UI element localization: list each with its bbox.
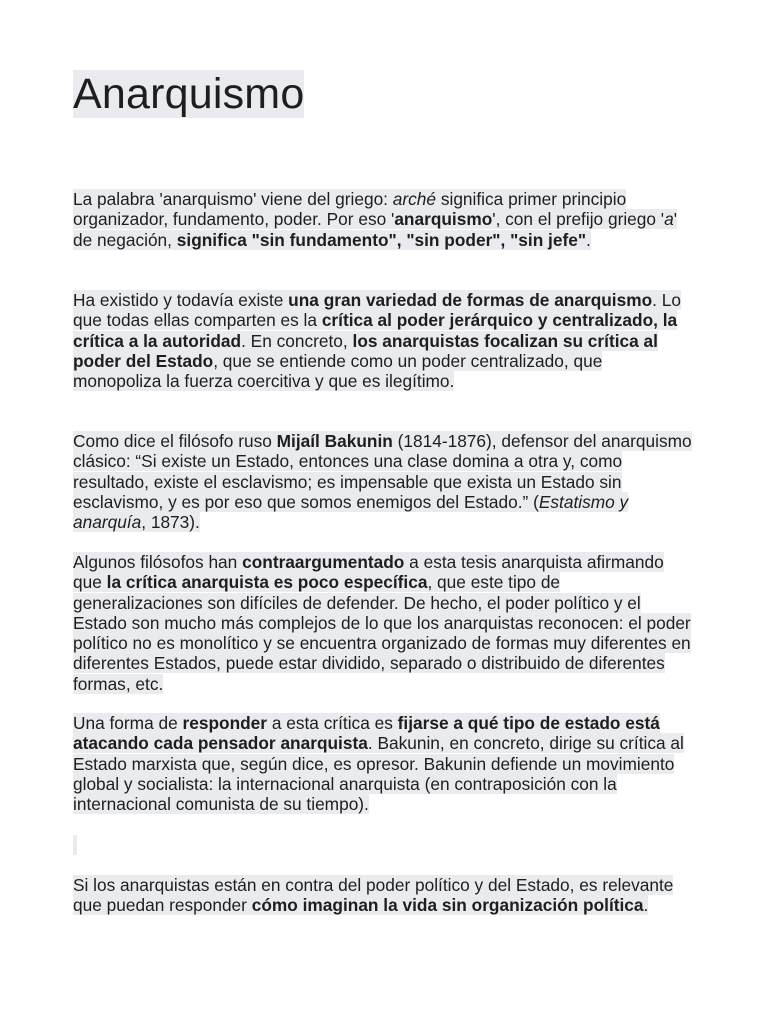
italic-text: Estatismo y anarquía bbox=[73, 491, 629, 533]
bold-text: anarquismo bbox=[394, 209, 493, 230]
bold-text: responder bbox=[182, 713, 268, 733]
text-run: Algunos filósofos han bbox=[73, 552, 243, 572]
bold-text: una gran variedad de formas de anarquismo bbox=[288, 290, 653, 310]
text-run: Si los anarquistas están en contra del poder político y del Estado, es relevante que puedan responder bbox=[73, 875, 674, 916]
paragraph-life-without-organization bbox=[73, 875, 693, 916]
paragraph-text bbox=[73, 552, 691, 694]
paragraph-response bbox=[73, 713, 693, 814]
bold-text: cómo imaginan la vida sin organización política bbox=[251, 895, 644, 916]
document-title bbox=[73, 68, 304, 120]
paragraph-etymology bbox=[73, 189, 693, 250]
text-run: . Lo que todas ellas comparten es la bbox=[73, 290, 681, 331]
italic-text: arché bbox=[392, 189, 437, 209]
paragraph-text bbox=[73, 713, 684, 814]
text-run: . bbox=[643, 895, 649, 916]
text-run: , 1873). bbox=[141, 512, 200, 533]
text-run: ' de negación, bbox=[73, 209, 678, 250]
text-run: . bbox=[586, 229, 591, 250]
text-run: Una forma de bbox=[73, 713, 183, 733]
text-run: Ha existido y todavía existe bbox=[73, 290, 289, 310]
text-run: ', con el prefijo griego ' bbox=[492, 209, 665, 230]
paragraph-counterargument bbox=[73, 552, 693, 694]
paragraph-text bbox=[73, 290, 681, 391]
text-run: significa primer principio organizador, fundamento, poder. Por eso ' bbox=[73, 189, 627, 230]
bold-text: los anarquistas focalizan su crítica al poder del Estado bbox=[73, 330, 658, 371]
empty-paragraph-marker bbox=[73, 835, 77, 855]
paragraph-text bbox=[73, 875, 673, 915]
bold-text: Mijaíl Bakunin bbox=[276, 431, 393, 451]
text-run: (1814-1876), defensor del anarquismo clásico: “Si existe un Estado, entonces una clase domina a otra y, como resultado, existe el esclavismo; es impensable que exista un Estado sin esclavismo, y es por eso que somos enemigos del Estado.” ( bbox=[73, 431, 692, 512]
bold-text: contraargumentado bbox=[242, 552, 405, 572]
paragraph-forms-of-anarchism bbox=[73, 290, 693, 391]
text-run: , que se entiende como un poder centralizado, que monopoliza la fuerza coercitiva y que es ilegítimo. bbox=[73, 350, 603, 392]
text-run: . En concreto, bbox=[241, 330, 353, 351]
text-run: , que este tipo de generalizaciones son difíciles de defender. De hecho, el poder político y el Estado son mucho más complejos de lo que los anarquistas reconocen: el poder político no es monolítico y se encuentra organizado de formas muy diferentes en diferentes Estados, puede estar dividido, separado o distribuido de diferentes formas, etc. bbox=[73, 572, 691, 694]
text-run: Como dice el filósofo ruso bbox=[73, 431, 277, 451]
bold-text: significa "sin fundamento", "sin poder", "sin jefe" bbox=[176, 229, 587, 250]
paragraph-bakunin-quote bbox=[73, 431, 693, 532]
document-title-text: Anarquismo bbox=[73, 70, 305, 118]
text-run: La palabra 'anarquismo' viene del griego: bbox=[73, 189, 393, 209]
bold-text: la crítica anarquista es poco específica bbox=[106, 572, 428, 593]
bold-text: crítica al poder jerárquico y centralizado, la crítica a la autoridad bbox=[73, 310, 678, 351]
italic-text: a bbox=[664, 209, 674, 230]
paragraph-text bbox=[73, 431, 692, 532]
paragraph-text bbox=[73, 189, 677, 250]
bold-text: fijarse a qué tipo de estado está atacando cada pensador anarquista bbox=[73, 713, 660, 754]
text-run: . Bakunin, en concreto, dirige su crítica al Estado marxista que, según dice, es opresor. Bakunin defiende un movimiento global y socialista: la internacional anarquista (en contraposición con la internacional comunista de su tiempo). bbox=[73, 733, 684, 815]
text-run: a esta crítica es bbox=[267, 713, 398, 733]
text-run: a esta tesis anarquista afirmando que bbox=[73, 552, 664, 593]
